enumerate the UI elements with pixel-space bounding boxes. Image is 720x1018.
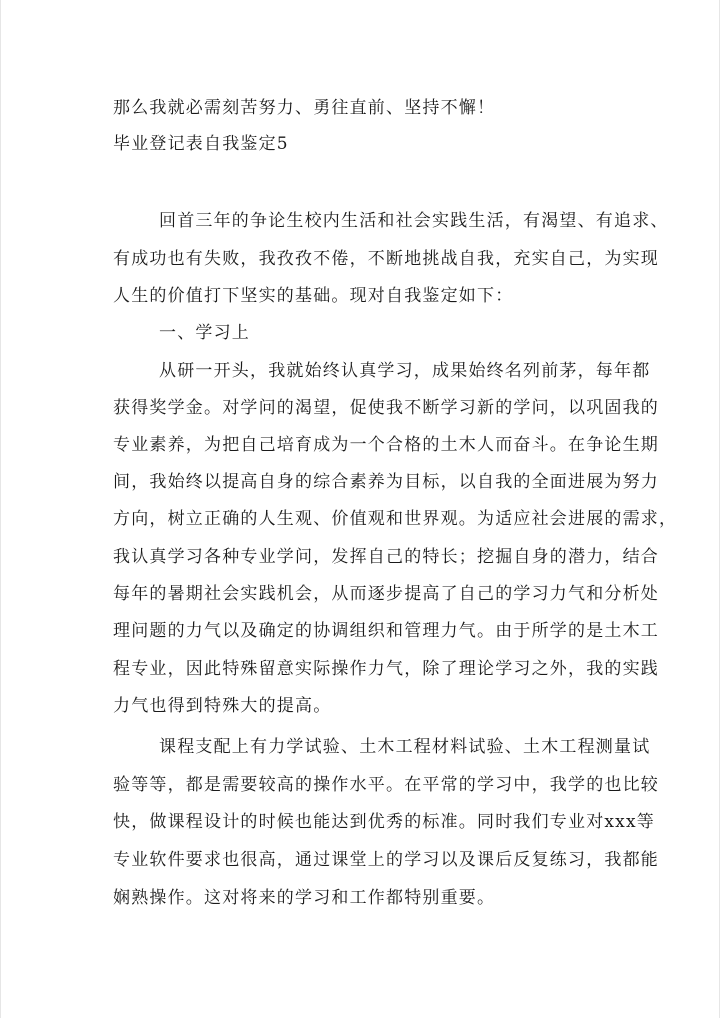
paragraph-line: 方向，树立正确的人生观、价值观和世界观。为适应社会进展的需求， (113, 509, 678, 529)
paragraph-line: 有成功也有失败，我孜孜不倦，不断地挑战自我，充实自己，为实现 (113, 249, 659, 269)
paragraph-line: 每年的暑期社会实践机会，从而逐步提高了自己的学习力气和分析处 (113, 584, 659, 604)
paragraph-line: 娴熟操作。这对将来的学习和工作都特别重要。 (113, 888, 496, 908)
paragraph-line: 程专业，因此特殊留意实际操作力气，除了理论学习之外，我的实践 (113, 659, 659, 679)
paragraph-line: 专业素养，为把自己培育成为一个合格的土木人而奋斗。在争论生期 (113, 435, 659, 455)
closing-sentence: 那么我就必需刻苦努力、勇往直前、坚持不懈！ (113, 98, 496, 118)
paragraph-line: 专业软件要求也很高，通过课堂上的学习以及课后反复练习，我都能 (113, 850, 659, 870)
paragraph-line: 获得奖学金。对学问的渴望，促使我不断学习新的学问，以巩固我的 (113, 398, 659, 418)
paragraph-line: 课程支配上有力学试验、土木工程材料试验、土木工程测量试 (159, 737, 651, 757)
paragraph-line: 快，做课程设计的时候也能达到优秀的标准。同时我们专业对xxx等 (113, 812, 655, 832)
paragraph-line: 人生的价值打下坚实的基础。现对自我鉴定如下： (113, 286, 514, 306)
subsection-heading: 一、学习上 (159, 323, 250, 343)
paragraph-line: 从研一开头，我就始终认真学习，成果始终名列前茅，每年都 (159, 361, 651, 381)
paragraph-line: 回首三年的争论生校内生活和社会实践生活，有渴望、有追求、 (159, 211, 669, 231)
section-title: 毕业登记表自我鉴定5 (113, 134, 289, 154)
paragraph-line: 验等等，都是需要较高的操作水平。在平常的学习中，我学的也比较 (113, 775, 659, 795)
paragraph-line: 理问题的力气以及确定的协调组织和管理力气。由于所学的是土木工 (113, 621, 659, 641)
paragraph-line: 力气也得到特殊大的提高。 (113, 696, 332, 716)
paragraph-line: 我认真学习各种专业学问，发挥自己的特长；挖掘自身的潜力，结合 (113, 547, 659, 567)
paragraph-line: 间，我始终以提高自身的综合素养为目标，以自我的全面进展为努力 (113, 472, 659, 492)
